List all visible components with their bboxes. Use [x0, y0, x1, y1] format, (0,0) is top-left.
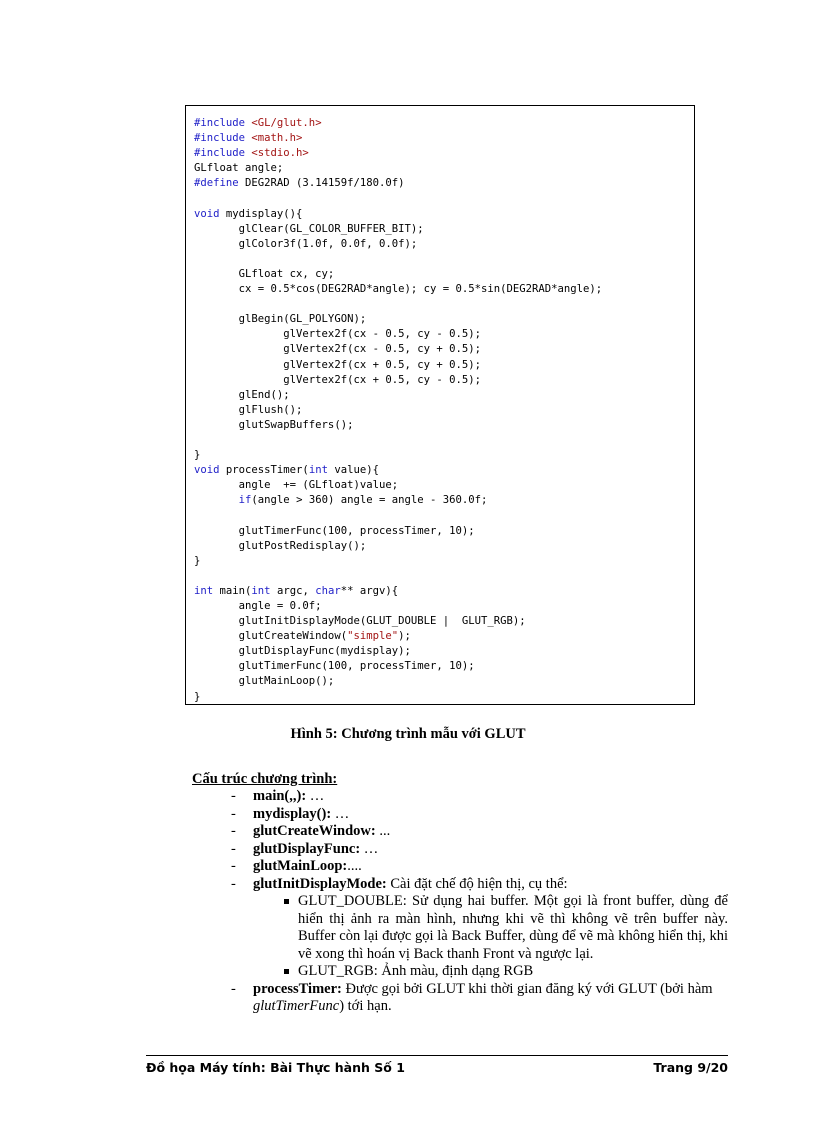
- sub-item-text: GLUT_DOUBLE: Sử dụng hai buffer. Một gọi là front buffer, dùng để hiển thị ảnh ra màn hình, nhưng khi vẽ thì không vẽ trên buffer này. Buffer còn lại được gọi là Back Buffer, dùng để vẽ mà không hiển thị, khi vẽ xong thì hoán vị Back thanh Front và ngược lại.: [298, 893, 728, 962]
- dash-marker: -: [231, 805, 236, 822]
- dash-marker: -: [231, 858, 236, 874]
- code-line: angle = 0.0f;: [194, 600, 322, 612]
- code-line: glClear(GL_COLOR_BUFFER_BIT);: [194, 222, 424, 235]
- code-line: glutTimerFunc(100, processTimer, 10);: [194, 660, 475, 673]
- code-text: ** argv){: [340, 584, 399, 597]
- code-line: glVertex2f(cx + 0.5, cy + 0.5);: [194, 358, 482, 371]
- bullet-list: [0, 788, 816, 1016]
- page-number: Trang 9/20: [653, 1060, 728, 1075]
- code-line: glutMainLoop();: [194, 675, 335, 688]
- footer-title: Đồ họa Máy tính: Bài Thực hành Số 1: [146, 1060, 405, 1075]
- dash-marker: -: [231, 823, 236, 839]
- item-text: ...: [375, 823, 391, 839]
- item-text: ....: [347, 858, 362, 874]
- code-string: <GL/glut.h>: [245, 117, 322, 129]
- code-text: argc,: [270, 584, 316, 597]
- code-keyword: char: [315, 584, 341, 597]
- list-item: [0, 788, 816, 806]
- item-term: processTimer:: [253, 980, 342, 997]
- item-text: …: [360, 840, 379, 857]
- code-text: (angle > 360) angle = angle - 360.0f;: [251, 494, 488, 507]
- section-title: Cấu trúc chương trình:: [192, 771, 338, 787]
- code-blank-line: [194, 297, 694, 312]
- code-blank-line: [194, 508, 694, 523]
- item-term: main(,,):: [253, 788, 307, 804]
- square-bullet-icon: [284, 899, 289, 904]
- code-keyword: int: [194, 584, 214, 597]
- code-text: processTimer(: [219, 464, 309, 477]
- code-line: glutInitDisplayMode(GLUT_DOUBLE | GLUT_RGB);: [194, 615, 526, 628]
- figure-caption: Hình 5: Chương trình mẫu với GLUT: [290, 726, 526, 742]
- item-text: Cài đặt chế độ hiện thị, cụ thể:: [386, 875, 568, 892]
- code-line: [194, 584, 694, 599]
- code-listing: [185, 105, 695, 705]
- sub-item-text: GLUT_RGB: Ảnh màu, định dạng RGB: [298, 963, 534, 979]
- code-keyword: #include: [194, 147, 246, 160]
- code-line: glutTimerFunc(100, processTimer, 10);: [194, 524, 475, 537]
- code-line: glVertex2f(cx - 0.5, cy + 0.5);: [194, 343, 482, 356]
- code-line: glColor3f(1.0f, 0.0f, 0.0f);: [194, 237, 418, 250]
- code-text: main(: [213, 584, 252, 597]
- sub-list-item: [0, 963, 816, 981]
- code-line: angle += (GLfloat)value;: [194, 479, 399, 492]
- code-line: glutSwapBuffers();: [194, 418, 354, 431]
- list-item: [0, 981, 816, 1016]
- item-term: glutMainLoop:: [253, 858, 348, 874]
- item-italic-text: glutTimerFunc: [253, 998, 340, 1014]
- code-line: [194, 146, 694, 161]
- code-line: glVertex2f(cx - 0.5, cy - 0.5);: [194, 328, 482, 341]
- code-line: [194, 493, 694, 508]
- code-blank-line: [194, 569, 694, 584]
- code-line: [194, 176, 694, 191]
- item-term: mydisplay():: [253, 805, 332, 822]
- code-line: glEnd();: [194, 388, 290, 401]
- list-item: [0, 823, 816, 841]
- item-text: Được gọi bởi GLUT khi thời gian đăng ký với GLUT (bởi hàm: [341, 980, 713, 997]
- code-line: glutPostRedisplay();: [194, 539, 367, 552]
- code-keyword: #include: [194, 117, 246, 129]
- item-text: …: [331, 805, 350, 822]
- code-blank-line: [194, 433, 694, 448]
- list-item: [0, 806, 816, 824]
- code-line: [194, 629, 694, 644]
- dash-marker: -: [231, 840, 236, 857]
- code-line: glFlush();: [194, 403, 303, 416]
- code-line: GLfloat angle;: [194, 162, 284, 175]
- code-line: glVertex2f(cx + 0.5, cy - 0.5);: [194, 373, 482, 386]
- code-blank-line: [194, 252, 694, 267]
- code-line: glBegin(GL_POLYGON);: [194, 313, 367, 326]
- code-keyword: if: [238, 494, 252, 507]
- code-line: cx = 0.5*cos(DEG2RAD*angle); cy = 0.5*sin(DEG2RAD*angle);: [194, 283, 603, 296]
- code-string: "simple": [347, 630, 399, 643]
- item-term: glutInitDisplayMode:: [253, 875, 387, 892]
- code-keyword: int: [308, 464, 328, 477]
- code-text: );: [398, 630, 411, 643]
- code-line: }: [194, 690, 201, 703]
- code-line: [194, 116, 694, 131]
- code-line: [194, 207, 694, 222]
- dash-marker: -: [231, 980, 236, 997]
- dash-marker: -: [231, 788, 236, 804]
- code-string: <stdio.h>: [245, 147, 309, 160]
- code-blank-line: [194, 191, 694, 206]
- item-text: ) tới hạn.: [339, 998, 392, 1014]
- dash-marker: -: [231, 875, 236, 892]
- list-item: [0, 841, 816, 859]
- code-string: <math.h>: [245, 132, 303, 145]
- sub-list-item: [0, 893, 816, 963]
- square-bullet-icon: [284, 969, 289, 974]
- code-keyword: void: [194, 207, 220, 220]
- code-line: [194, 463, 694, 478]
- code-keyword: int: [251, 584, 271, 597]
- code-line: }: [194, 554, 201, 567]
- code-keyword: void: [194, 464, 220, 477]
- code-text: value){: [327, 464, 379, 477]
- code-line: [194, 131, 694, 146]
- code-keyword: #include: [194, 132, 246, 145]
- code-line: GLfloat cx, cy;: [194, 267, 335, 280]
- list-item: [0, 858, 816, 876]
- code-text: mydisplay(){: [219, 207, 303, 220]
- item-term: glutDisplayFunc:: [253, 840, 361, 857]
- list-item: [0, 876, 816, 894]
- code-line: }: [194, 449, 201, 462]
- code-text: glutCreateWindow(: [194, 630, 348, 643]
- code-text: DEG2RAD (3.14159f/180.0f): [238, 177, 405, 190]
- item-text: …: [306, 788, 325, 804]
- code-line: glutDisplayFunc(mydisplay);: [194, 645, 411, 658]
- code-keyword: #define: [194, 177, 239, 190]
- code-indent: [194, 494, 239, 506]
- footer-divider: [146, 1055, 728, 1056]
- item-term: glutCreateWindow:: [253, 823, 376, 839]
